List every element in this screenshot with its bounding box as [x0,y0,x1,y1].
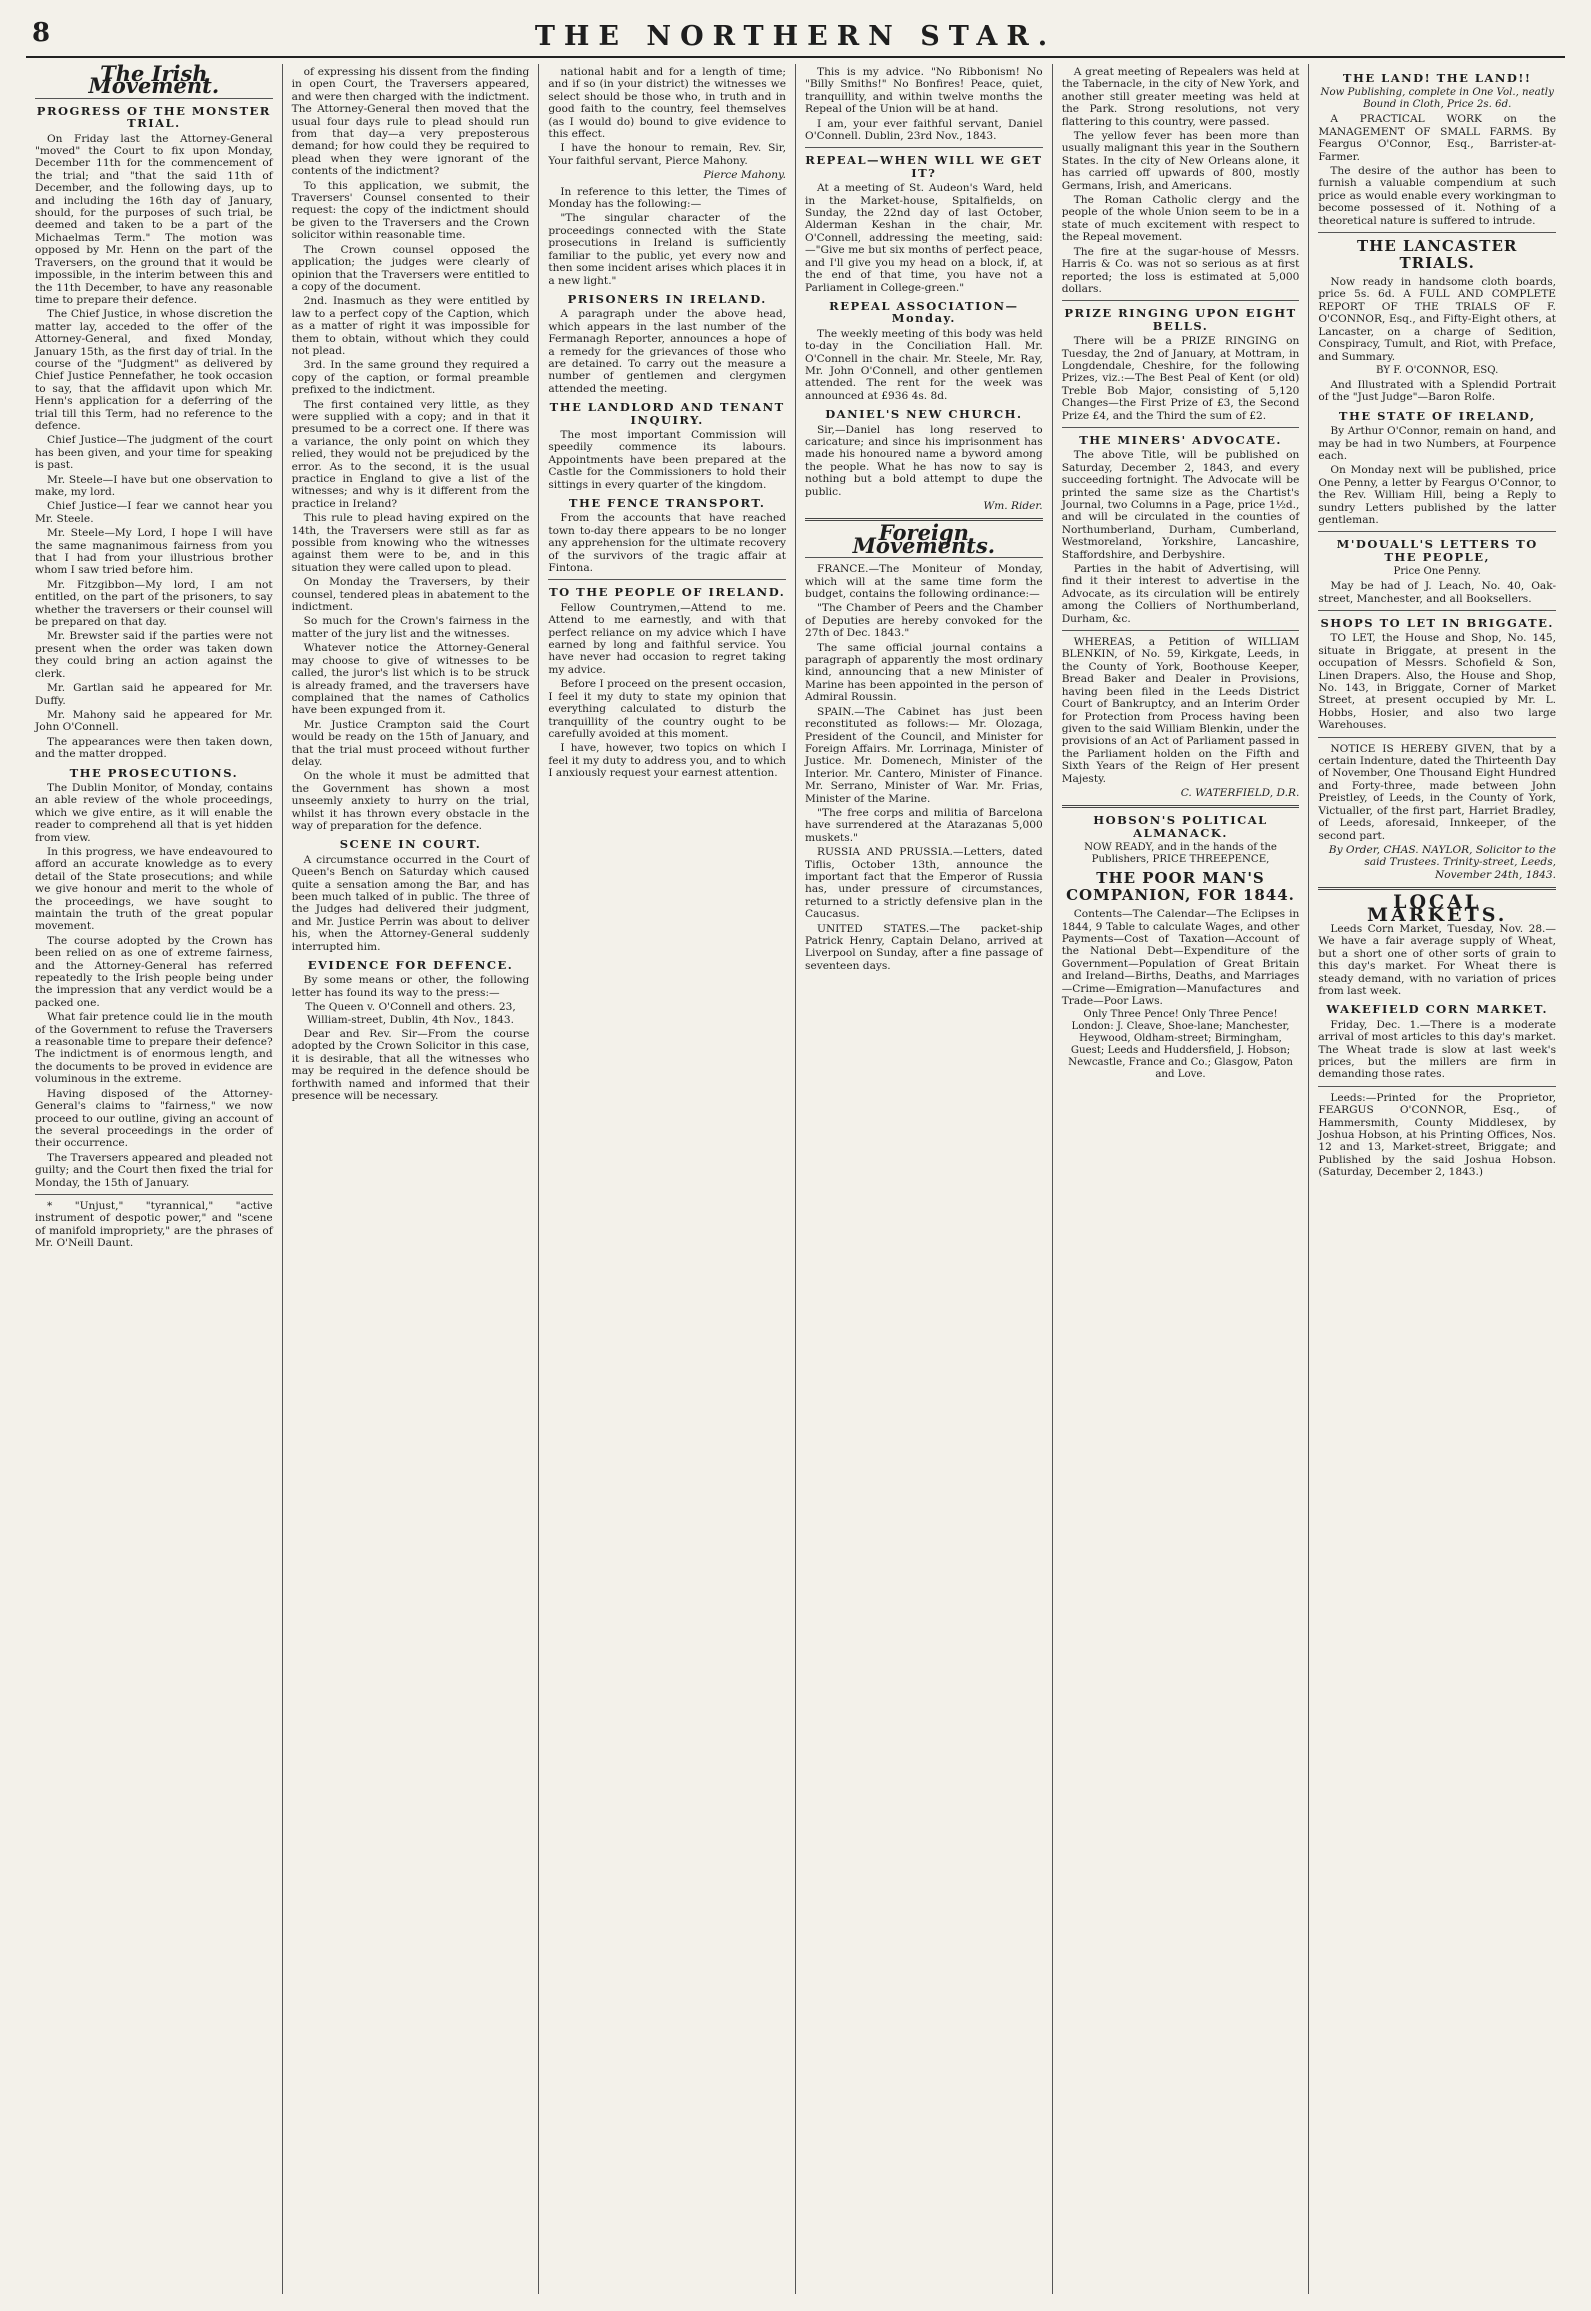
paragraph: Chief Justice—I fear we cannot hear you Mr. Steele. [35,500,273,525]
article-heading: REPEAL—WHEN WILL WE GET IT? [805,153,1043,180]
ad-text: Contents—The Calendar—The Eclipses in 1844, 9 Table to calculate Wages, and other Payments—Cost of Taxation—Account of the National Debt—Expenditure of the Government—Population of Great Britain and Ireland—Births, Deaths, and Marriages—Crime—Emigration—Manufactures and Trade—Poor Laws. [1061,908,1300,1007]
paragraph: A circumstance occurred in the Court of Queen's Bench on Saturday which caused quite a sensation among the Bar, and has been much talked of in public. The three of the Judges had delivered their judgment, and Mr. Justice Perrin was about to deliver his, when the Attorney-General suddenly interrupted him. [291,853,530,953]
divider [1318,887,1556,890]
ad-heading: PRIZE RINGING UPON EIGHT BELLS. [1064,306,1297,333]
ad-byline: BY F. O'CONNOR, ESQ. [1376,364,1499,376]
paragraph: I have, however, two topics on which I feel it my duty to address you, and to which I anxiously request your earnest attention. [548,742,787,780]
article-heading: SCENE IN COURT. [339,837,482,852]
paragraph: RUSSIA AND PRUSSIA.—Letters, dated Tiflis, October 13th, announce the important fact that the Emperor of Russia has, under pressure of circumstances, returned to a strictly defensive plan in the Caucasus. [805,846,1043,921]
column-2 [283,64,540,2294]
signature: By Order, CHAS. NAYLOR, Solicitor to the said Trustees. Trinity-street, Leeds, November 24th, 1843. [1328,843,1557,881]
ad-subheading: NOW READY, and in the hands of the Publishers, PRICE THREEPENCE, [1084,842,1277,866]
paragraph: What fair pretence could lie in the mouth of the Government to refuse the Traversers a reasonable time to prepare their defence? The indictment is of enormous length, and the documents to be proved in evidence are voluminous in the extreme. [35,1011,273,1086]
ad-text: The desire of the author has been to furnish a valuable compendium at such price as would enable every workingman to become possessed of it. Nothing of a theoretical nature is suffered to intrude. [1318,165,1557,227]
paragraph: The first contained very little, as they were supplied with a copy; and in that it presumed to be a correct one. If there was a variance, the only point on which they relied, they would not be prejudiced by the error. As to the second, it is the usual practice in England to give a list of the witnesses; and why is it different from the practice in Ireland? [291,398,530,510]
column-3 [539,64,796,2294]
divider [1318,737,1556,738]
ad-subheading: Price One Penny. [1393,566,1481,578]
paragraph: This is my advice. "No Ribbonism! No "Billy Smiths!" No Bonfires! Peace, quiet, tranquillity, and within twelve months the Repeal of the Union will be at hand. [805,66,1043,116]
paragraph: UNITED STATES.—The packet-ship Patrick Henry, Captain Delano, arrived at Liverpool on Sunday, after a fine passage of seventeen days. [805,922,1043,972]
paragraph: The most important Commission will speedily commence its labours. Appointments have been prepared at the Castle for the Commissioners to hold their sittings in every quarter of the kingdom. [548,428,787,491]
paragraph: On Friday last the Attorney-General "moved" the Court to fix upon Monday, December 11th for the commencement of the trial; and "that the said 11th of December, and the following days, up to and including the 16th day of January, should, for the purposes of such trial, be deemed and taken to be a part of the Michaelmas Term." The motion was opposed by Mr. Henn on the part of the Traversers, on the ground that it would be impossible, in the interim between this and the 11th December, to have any reasonable time to prepare their defence. [35,132,273,306]
ad-subheading: Now Publishing, complete in One Vol., neatly Bound in Cloth, Price 2s. 6d. [1320,87,1554,111]
paragraph: A paragraph under the above head, which appears in the last number of the Fermanagh Reporter, announces a hope of a remedy for the grievances of those who are detained. To carry out the measure a number of gentlemen and clergymen attended the meeting. [548,308,787,395]
paragraph: At a meeting of St. Audeon's Ward, held in the Market-house, Spitalfields, on Sunday, the 22nd day of last October, Alderman Keshan in the chair, Mr. O'Connell, addressing the meeting, said:—"Give me but six months of perfect peace, and I'll give you my head on a block, if, at the end of that time, you have not a Parliament in College-green." [805,182,1043,294]
article-heading: THE LANDLORD AND TENANT INQUIRY. [549,400,785,427]
section-header-irish-movement: The Irish Movement. [88,64,220,99]
article-heading: EVIDENCE FOR DEFENCE. [307,958,514,973]
columns [26,64,1565,2294]
article-heading: PROGRESS OF THE MONSTER TRIAL. [36,103,271,131]
article-heading: THE FENCE TRANSPORT. [568,496,766,510]
paragraph: On Monday the Traversers, by their counsel, tendered pleas in abatement to the indictment. [291,576,530,614]
signature: Pierce Mahony. [703,169,787,182]
divider [1062,805,1300,808]
paragraph: Mr. Steele—I have but one observation to make, my lord. [35,473,273,498]
paragraph: In this progress, we have endeavoured to afford an accurate knowledge as to every detail of the State prosecutions; and while we give honour and merit to the whole of the proceedings, we have sought to maintain the truth of the great popular movement. [35,845,273,933]
paragraph: From the accounts that have reached town to-day there appears to be no longer any apprehension for the ultimate recovery of the survivors of the tragic affair at Fintona. [548,512,787,575]
ad-heading: THE LAND! THE LAND!! [1342,71,1532,85]
paragraph: "The singular character of the proceedings connected with the State prosecutions in Ireland is sufficiently familiar to the public, yet every now and then some incident arises which places it in a new light." [548,212,787,287]
paragraph: FRANCE.—The Moniteur of Monday, which will at the same time form the budget, contains the following ordinance:— [805,563,1043,601]
section-header-foreign-movements: Foreign Movements. [852,520,996,558]
ad-footer: Only Three Pence! Only Three Pence! London: J. Cleave, Shoe-lane; Manchester, Heywood, Oldham-street; Birmingham, Guest; Leeds and Huddersfield, J. Hobson; Newcastle, France and Co.; Glasgow, Paton and Love. [1068,1009,1293,1081]
ad-heading: M'DOUALL'S LETTERS TO THE PEOPLE, [1336,537,1538,564]
ad-text: Parties in the habit of Advertising, will find it their interest to advertise in the Advocate, as its circulation will be entirely among the Colliers of Northumberland, Durham, &c. [1061,563,1300,625]
paragraph: The same official journal contains a paragraph of apparently the most ordinary kind, announcing that a new Minister of Marine has been appointed in the person of Admiral Roussin. [805,641,1043,704]
divider [1318,610,1556,611]
column-6 [1309,64,1565,2294]
paragraph: The Traversers appeared and pleaded not guilty; and the Court then fixed the trial for Monday, the 15th of January. [35,1151,273,1189]
paragraph: Mr. Justice Crampton said the Court would be ready on the 15th of January, and that the trial must proceed without further delay. [291,718,530,768]
paragraph: Sir,—Daniel has long reserved to caricature; and since his imprisonment has made his honoured name a byword among the people. What he has now to say is nothing but a bold attempt to dupe the public. [805,423,1043,498]
ad-text: Now ready in handsome cloth boards, price 5s. 6d. A FULL AND COMPLETE REPORT OF THE TRIALS OF F. O'CONNOR, Esq., and Fifty-Eight others, at Lancaster, on a charge of Sedition, Conspiracy, Tumult, and Riot, with Preface, and Summary. [1318,276,1557,363]
ad-text: On Monday next will be published, price One Penny, a letter by Feargus O'Connor, to the Rev. William Hill, being a Reply to sundry Letters published by the latter gentleman. [1318,464,1557,526]
paragraph: "The Chamber of Peers and the Chamber of Deputies are hereby convoked for the 27th of Dec. 1843." [805,602,1043,640]
ad-text: May be had of J. Leach, No. 40, Oak-street, Manchester, and all Booksellers. [1318,580,1557,605]
section-header-local-markets: LOCAL MARKETS. [1367,891,1508,926]
ad-heading: THE STATE OF IRELAND, [1338,408,1536,423]
ad-title: THE POOR MAN'S COMPANION, FOR 1844. [1066,869,1295,905]
paragraph: Mr. Fitzgibbon—My lord, I am not entitled, on the part of the prisoners, to say whether the traversers or their counsel will be prepared on that day. [35,578,273,629]
ad-title: THE LANCASTER TRIALS. [1357,237,1518,273]
paragraph: The course adopted by the Crown has been relied on as one of extreme fairness, and the Attorney-General has referred repeatedly to the Irish people being under the impression that any verdict would be a packed one. [35,934,273,1009]
ad-text: By Arthur O'Connor, remain on hand, and may be had in two Numbers, at Fourpence each. [1318,425,1557,462]
paragraph: Friday, Dec. 1.—There is a moderate arrival of most articles to this day's market. The Wheat trade is slow at last week's prices, but the millers are firm in demanding those rates. [1318,1018,1557,1081]
article-heading: WAKEFIELD CORN MARKET. [1326,1002,1548,1017]
divider [1062,427,1300,428]
divider [35,1194,273,1195]
ad-text: The above Title, will be published on Saturday, December 2, 1843, and every succeeding fortnight. The Advocate will be printed the same size as the Chartist's Journal, two Columns in a Page, price 1½d., and will be circulated in the counties of Northumberland, Durham, Cumberland, Westmoreland, Yorkshire, Lancashire, Staffordshire, and Derbyshire. [1061,449,1300,561]
paragraph: national habit and for a length of time; and if so (in your district) the witnesses we select should be those who, in truth and in good faith to the country, feel themselves (as I would do) bound to give evidence to this effect. [548,66,787,141]
paragraph: Mr. Steele—My Lord, I hope I will have the same magnanimous fairness from you that I had from your illustrious brother whom I saw tried before him. [35,527,273,577]
divider [1318,232,1556,233]
ad-text: TO LET, the House and Shop, No. 145, situate in Briggate, at present in the occupation of Messrs. Schofield & Son, Linen Drapers. Also, the House and Shop, No. 143, in Briggate, Corner of Market Street, at present occupied by Mr. L. Hobbs, Hosier, and also two large Warehouses. [1318,632,1557,732]
divider [805,147,1043,148]
article-heading: TO THE PEOPLE OF IRELAND. [549,585,786,600]
ad-text: And Illustrated with a Splendid Portrait of the "Just Judge"—Baron Rolfe. [1318,378,1557,404]
notice-text: NOTICE IS HEREBY GIVEN, that by a certain Indenture, dated the Thirteenth Day of November, One Thousand Eight Hundred and Forty-three, made between John Preistley, of Leeds, in the County of York, Victualler, of the first part, Harriet Bradley, of Leeds, aforesaid, Innkeeper, of the second part. [1318,742,1557,842]
paragraph: Before I proceed on the present occasion, I feel it my duty to state my opinion that everything calculated to disturb the tranquillity of the country ought to be carefully avoided at this moment. [548,678,787,740]
divider [1062,300,1300,301]
paragraph: The fire at the sugar-house of Messrs. Harris & Co. was not so serious as at first reported; the loss is estimated at 5,000 dollars. [1061,245,1300,295]
paragraph: Mr. Gartlan said he appeared for Mr. Duffy. [35,682,273,707]
paragraph: By some means or other, the following letter has found its way to the press:— [291,974,530,999]
paragraph: Having disposed of the Attorney-General's claims to "fairness," we now proceed to our outline, giving an account of the several proceedings in the order of their occurrence. [35,1087,273,1150]
notice-text: WHEREAS, a Petition of WILLIAM BLENKIN, of No. 59, Kirkgate, Leeds, in the County of York, Boothouse Keeper, Bread Baker and Dealer in Provisions, having been filed in the Leeds District Court of Bankruptcy, and an Interim Order for Protection from Process having been given to the said William Blenkin, under the provisions of an Act of Parliament passed in the Parliament holden on the Fifth and Sixth Years of the Reign of Her present Majesty. [1061,636,1300,785]
column-4 [796,64,1053,2294]
paragraph: Mr. Brewster said if the parties were not present when the order was taken down they could bring an action against the clerk. [35,630,273,680]
article-heading: REPEAL ASSOCIATION—Monday. [829,298,1019,326]
paragraph: In reference to this letter, the Times of Monday has the following:— [548,185,787,211]
ad-heading: SHOPS TO LET IN BRIGGATE. [1320,616,1554,630]
paragraph: A great meeting of Repealers was held at the Tabernacle, in the city of New York, and another still greater meeting was held at the Park. Strong resolutions, not very flattering to this country, were passed. [1061,66,1300,128]
paragraph: SPAIN.—The Cabinet has just been reconstituted as follows:— Mr. Olozaga, President of the Council, and Minister for Foreign Affairs. Mr. Lorrinaga, Minister of Justice. Mr. Domenech, Minister of the Interior. Mr. Cantero, Minister of Finance. Mr. Serrano, Minister of War. Mr. Frias, Minister of the Marine. [805,705,1043,805]
article-heading: THE PROSECUTIONS. [69,765,239,780]
article-heading: PRISONERS IN IRELAND. [567,291,767,306]
paragraph: The weekly meeting of this body was held to-day in the Conciliation Hall. Mr. O'Connell in the chair. Mr. Steele, Mr. Ray, Mr. John O'Connell, and other gentlemen attended. The rent for the week was announced at £936 4s. 8d. [805,327,1043,402]
signature: Wm. Rider. [983,500,1043,512]
paragraph: I have the honour to remain, Rev. Sir, Your faithful servant, Pierce Mahony. [548,142,787,167]
page-number: 8 [32,18,51,48]
masthead [26,18,1565,58]
paragraph: The yellow fever has been more than usually malignant this year in the Southern States. In the city of New Orleans alone, it has carried off upwards of 800, mostly Germans, Irish, and Americans. [1061,130,1300,192]
article-heading: DANIEL'S NEW CHURCH. [825,407,1023,422]
paragraph: Leeds Corn Market, Tuesday, Nov. 28.—We have a fair average supply of Wheat, but a short one of other sorts of grain to this day's market. For Wheat there is steady demand, with no variation of prices from last week. [1318,922,1557,997]
imprint: Leeds:—Printed for the Proprietor, FEARGUS O'CONNOR, Esq., of Hammersmith, County Middlesex, by Joshua Hobson, at his Printing Offices, Nos. 12 and 13, Market-street, Briggate; and Published by the said Joshua Hobson. (Saturday, December 2, 1843.) [1318,1091,1557,1179]
paragraph: 3rd. In the same ground they required a copy of the caption, or formal preamble prefixed to the indictment. [291,359,530,397]
column-5 [1053,64,1310,2294]
paragraph: The Chief Justice, in whose discretion the matter lay, acceded to the offer of the Attorney-General, and fixed Monday, January 15th, as the first day of trial. In the course of the "Judgment" as delivered by Chief Justice Pennefather, he took occasion to say, that the affidavit upon which Mr. Henn's application for a deferring of the trial till this Term, had no reference to the defence. [35,308,273,432]
paragraph: Dear and Rev. Sir—From the course adopted by the Crown Solicitor in this case, it is desirable, that all the witnesses who may be required in the defence should be forthwith named and informed that their presence will be necessary. [291,1028,530,1103]
ad-text: There will be a PRIZE RINGING on Tuesday, the 2nd of January, at Mottram, in Longdendale, Cheshire, for the following Prizes, viz.:—The Best Peal of Kent (or old) Treble Bob Major, consisting of 5,120 Changes—the First Prize of £3, the Second Prize £4, and the Third the sum of £2. [1061,335,1300,422]
paragraph: Fellow Countrymen,—Attend to me. Attend to me earnestly, and with that perfect reliance on my advice which I have earned by long and faithful service. You have never had occasion to regret taking my advice. [548,601,787,676]
divider [1062,630,1300,631]
ad-heading: HOBSON'S POLITICAL ALMANACK. [1093,813,1268,840]
paragraph: On the whole it must be admitted that the Government has shown a most unseemly anxiety to hurry on the trial, whilst it has thrown every obstacle in the way of preparation for the defence. [291,770,530,832]
newspaper-title: THE NORTHERN STAR. [534,21,1057,52]
ad-heading: THE MINERS' ADVOCATE. [1079,432,1282,447]
footnote: * "Unjust," "tyrannical," "active instrument of despotic power," and "scene of manifold impropriety," are the phrases of Mr. O'Neill Daunt. [35,1199,273,1250]
paragraph: Mr. Mahony said he appeared for Mr. John O'Connell. [35,708,273,734]
paragraph: Chief Justice—The judgment of the court has been given, and your time for speaking is past. [35,434,273,472]
paragraph: This rule to plead having expired on the 14th, the Traversers were still as far as possible from knowing who the witnesses against them were to be, and in this situation they were called upon to plead. [291,512,530,574]
letter-heading: The Queen v. O'Connell and others. 23, William-street, Dublin, 4th Nov., 1843. [305,1001,516,1026]
divider [1318,531,1556,532]
paragraph: Whatever notice the Attorney-General may choose to give of witnesses to be called, the juror's list which is to be struck is already framed, and the traversers have complained that the names of Catholics have been expunged from it. [291,642,530,717]
divider [548,579,786,580]
paragraph: "The free corps and militia of Barcelona have surrendered at the Atarazanas 5,000 muskets." [805,806,1043,844]
ad-text: A PRACTICAL WORK on the MANAGEMENT OF SMALL FARMS. By Feargus O'Connor, Esq., Barrister-at-Farmer. [1318,113,1557,163]
paragraph: of expressing his dissent from the finding in open Court, the Traversers appeared, and were then charged with the indictment. The Attorney-General then moved that the usual four days rule to plead should run from that day—a very preposterous demand; for how could they be required to plead when they were ignorant of the contents of the indictment? [291,66,530,178]
paragraph: 2nd. Inasmuch as they were entitled by law to a perfect copy of the Caption, which as a matter of right it was impossible for them to obtain, without which they could not plead. [291,295,530,357]
column-1 [26,64,283,2294]
paragraph: The Roman Catholic clergy and the people of the whole Union seem to be in a state of much excitement with respect to the Repeal movement. [1061,194,1300,244]
paragraph: To this application, we submit, the Traversers' Counsel consented to their request: the copy of the indictment should be given to the Traversers and the Crown solicitor within reasonable time. [291,179,530,242]
paragraph: The Crown counsel opposed the application; the judges were clearly of opinion that the Traversers were entitled to a copy of the document. [291,243,530,293]
divider [1318,1086,1556,1087]
paragraph: The appearances were then taken down, and the matter dropped. [35,735,273,761]
paragraph: So much for the Crown's fairness in the matter of the jury list and the witnesses. [291,615,530,640]
paragraph: I am, your ever faithful servant, Daniel O'Connell. Dublin, 23rd Nov., 1843. [805,117,1043,143]
paragraph: The Dublin Monitor, of Monday, contains an able review of the whole proceedings, which we give entire, as it will enable the reader to comprehend all that is yet hidden from view. [35,781,273,844]
signature: C. WATERFIELD, D.R. [1180,786,1300,799]
